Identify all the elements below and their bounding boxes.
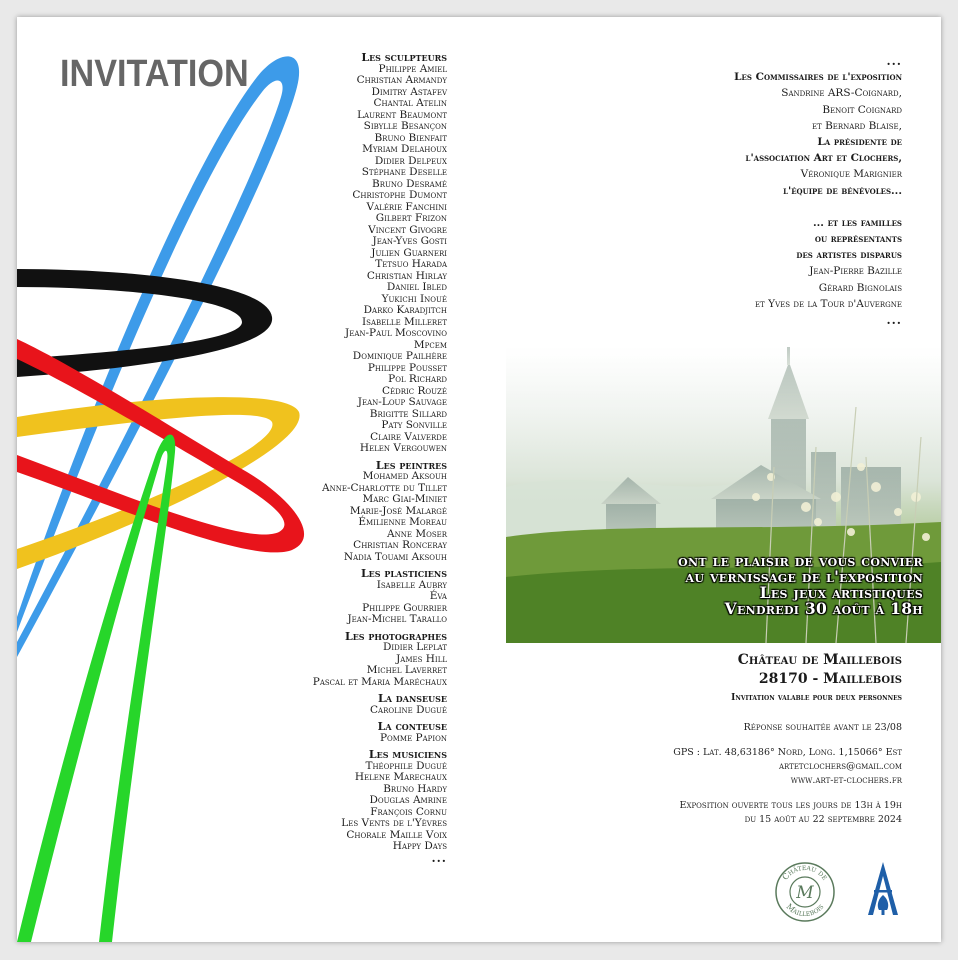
artist-name: Gilbert Frizon: [375, 212, 447, 224]
artist-name: Pomme Papion: [379, 731, 447, 744]
organizers-line: des artistes disparus: [796, 249, 902, 262]
group-heading: Les photographes: [344, 629, 447, 643]
artist-name: Pascal et Maria Maréchaux: [312, 675, 447, 688]
artist-name: Christophe Dumont: [352, 189, 447, 201]
artist-name: Dominique Pailhère: [352, 350, 447, 362]
artist-name: Nadia Touami Aksouh: [343, 550, 447, 563]
seal-text-top: Château de: [780, 862, 830, 882]
message-line: Les jeux artistiques: [759, 583, 923, 602]
artist-group: [267, 693, 447, 716]
artist-name: Helene Marechaux: [354, 771, 447, 783]
seal-monogram: M: [796, 883, 814, 903]
artist-name: Didier Leplat: [382, 641, 447, 653]
organizers-line: Jean-Pierre Bazille: [809, 265, 902, 278]
invitation-card: [17, 17, 941, 942]
artist-group: [267, 460, 447, 564]
artist-name: Caroline Dugué: [369, 703, 447, 716]
exhibition-dates: du 15 août au 22 septembre 2024: [744, 814, 902, 825]
artist-name: Théophile Dugué: [365, 759, 447, 772]
artist-name: Didier Delpeux: [374, 154, 447, 167]
artist-name: Anne Moser: [387, 527, 447, 540]
artist-name: Vincent Givogre: [368, 223, 447, 236]
artist-name: Mpcem: [413, 338, 447, 351]
message-line: au vernissage de l'exposition: [685, 567, 923, 586]
artist-name: James Hill: [396, 652, 447, 665]
church-photo: [506, 347, 941, 643]
artist-group: [267, 52, 447, 455]
artist-name: Philippe Pousset: [367, 361, 447, 374]
artist-name: Happy Days: [392, 840, 447, 852]
artist-name: Daniel Ibled: [386, 281, 447, 293]
organizers-line: ou représentants: [814, 233, 902, 246]
organizers-line: et Bernard Blaise,: [811, 119, 902, 132]
organizers-line: Les Commissaires de l'exposition: [734, 71, 902, 84]
artist-name: Paty Sonville: [381, 419, 447, 431]
artist-name: Laurent Beaumont: [357, 108, 447, 121]
artist-name: Bruno Bienfait: [374, 131, 447, 144]
email-address[interactable]: artetclochers@gmail.com: [778, 761, 902, 772]
ellipsis-mid: ...: [886, 313, 902, 328]
message-line: ont le plaisir de vous convier: [678, 551, 923, 570]
artist-name: Jean-Loup Sauvage: [357, 396, 447, 408]
venue-block: [577, 651, 902, 705]
artist-name: Yukichi Inoué: [381, 292, 447, 305]
group-heading: Les peintres: [375, 458, 447, 472]
artist-name: Brigitte Sillard: [369, 407, 447, 420]
chateau-seal-logo: [774, 861, 836, 923]
artist-name: Isabelle Milleret: [362, 315, 447, 328]
ellipsis-top: ...: [886, 54, 902, 68]
svg-text:Maillebois: [785, 902, 826, 918]
organizers-line: Véronique Marignier: [800, 168, 902, 181]
group-heading: Les sculpteurs: [361, 51, 447, 64]
artist-name: Julien Guarneri: [371, 246, 447, 259]
art-et-clochers-logo: [866, 860, 900, 918]
artist-name: François Cornu: [370, 805, 447, 818]
artist-name: Les Vents de l'Yèvres: [341, 817, 447, 829]
artist-name: Marc Giai-Miniet: [362, 493, 447, 505]
website-link[interactable]: www.art-et-clochers.fr: [790, 775, 902, 786]
venue-note: Invitation valable pour deux personnes: [731, 693, 902, 703]
artist-name: Philippe Gourrier: [362, 601, 447, 614]
artist-name: Jean-Michel Tarallo: [347, 613, 447, 625]
artist-name: Douglas Amrine: [369, 794, 447, 806]
artist-name: Chantal Atelin: [373, 97, 447, 109]
group-heading: Les plasticiens: [360, 567, 447, 580]
group-heading: La danseuse: [378, 692, 447, 705]
organizers-line: l'équipe de bénévoles...: [783, 184, 902, 197]
artist-name: Marie-José Malargé: [349, 504, 447, 517]
reply-deadline: Réponse souhaitée avant le 23/08: [743, 722, 902, 733]
ellipsis-bottom: ...: [431, 850, 447, 865]
artist-name: Sibylle Besançon: [363, 120, 447, 132]
artist-name: Jean-Yves Gosti: [372, 235, 447, 247]
artists-list: [267, 52, 447, 864]
artist-name: Émilienne Moreau: [358, 516, 447, 528]
artist-name: Christian Ronceray: [353, 539, 447, 551]
artist-name: Isabelle Aubry: [376, 578, 447, 591]
opening-hours: Exposition ouverte tous les jours de 13h à 19h: [679, 800, 902, 811]
organizers-line: Sandrine ARS-Coignard,: [781, 87, 902, 100]
venue-city: 28170 - Maillebois: [758, 671, 902, 687]
artist-name: Stéphane Deselle: [361, 166, 447, 178]
practical-info: [547, 721, 902, 827]
artist-name: Chorale Maille Voix: [346, 828, 447, 841]
artist-group: [267, 721, 447, 744]
organizers-line: et Yves de la Tour d'Auvergne: [755, 297, 902, 310]
artist-name: Tetsuo Harada: [375, 258, 447, 270]
seal-text-bottom: Maillebois: [784, 901, 826, 919]
organizers-line: Benoit Coignard: [822, 103, 902, 116]
group-heading: La conteuse: [377, 720, 447, 733]
artist-name: Claire Valverde: [370, 430, 447, 443]
artist-group: [267, 749, 447, 853]
artist-name: Michel Laverret: [366, 664, 447, 676]
artist-group: [267, 631, 447, 689]
artist-group: [267, 568, 447, 626]
artist-name: Éva: [429, 590, 447, 602]
artist-name: Myriam Delahoux: [362, 143, 447, 155]
artist-name: Jean-Paul Moscovino: [345, 327, 447, 339]
artist-name: Anne-Charlotte du Tillet: [322, 481, 447, 494]
invitation-title: INVITATION: [60, 53, 249, 95]
artist-name: Bruno Hardy: [383, 782, 447, 795]
artist-name: Pol Richard: [388, 373, 447, 385]
artist-name: Valérie Fanchini: [366, 200, 447, 213]
artist-name: Christian Hirlay: [366, 269, 447, 282]
artist-name: Cédric Rouzé: [381, 384, 447, 397]
organizers-block: [657, 53, 902, 328]
organizers-line: ... et les familles: [812, 216, 902, 229]
artist-name: Philippe Amiel: [378, 62, 447, 75]
artist-name: Darko Karadjitch: [363, 304, 447, 316]
organizers-line: La présidente de: [817, 136, 902, 149]
artist-name: Bruno Desramé: [371, 177, 447, 190]
artist-name: Christian Armandy: [356, 74, 447, 86]
organizers-line: Gérard Bignolais: [818, 281, 902, 294]
artist-name: Helen Vergouwen: [359, 442, 447, 454]
organizers-line: l'association Art et Clochers,: [745, 152, 902, 165]
group-heading: Les musiciens: [368, 748, 447, 761]
venue-name: Château de Maillebois: [737, 652, 902, 668]
svg-text:Château de: [781, 863, 830, 882]
gps-coordinates: GPS : Lat. 48,63186° Nord, Long. 1,15066° Est: [673, 747, 902, 758]
artist-name: Dimitry Astafev: [371, 85, 447, 98]
artist-name: Mohamed Aksouh: [362, 470, 447, 482]
message-line: Vendredi 30 août à 18h: [724, 599, 923, 618]
invitation-message: [678, 553, 923, 617]
